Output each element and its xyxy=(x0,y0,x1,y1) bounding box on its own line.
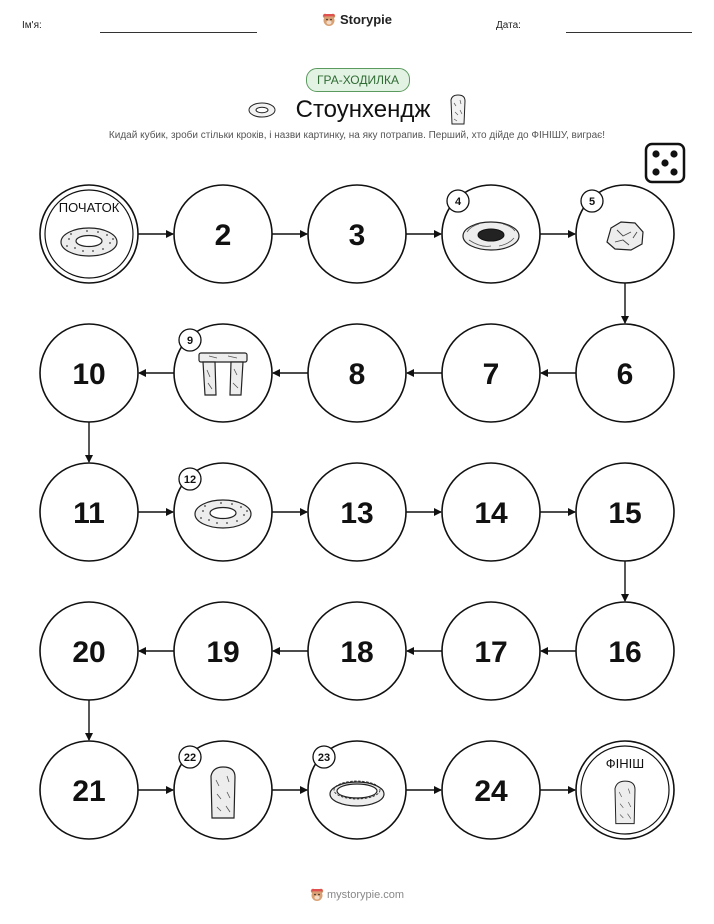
board-cell xyxy=(174,185,272,283)
cell-number: 15 xyxy=(608,497,642,530)
board-cell xyxy=(174,463,272,561)
board-cell xyxy=(174,324,272,422)
finish-label: ФІНІШ xyxy=(605,756,645,771)
cell-number: 7 xyxy=(482,358,500,391)
board-cell xyxy=(576,602,674,700)
date-label: Дата: xyxy=(496,20,521,31)
cell-number: 18 xyxy=(340,636,374,669)
board-cell xyxy=(40,741,138,839)
cell-number: 24 xyxy=(474,775,508,808)
cell-number: 2 xyxy=(214,219,232,252)
cell-number: 6 xyxy=(616,358,634,391)
cell-number: 22 xyxy=(183,752,197,764)
ring-icon xyxy=(195,500,251,528)
cell-number: 23 xyxy=(317,752,331,764)
board-cell xyxy=(308,741,406,839)
cell-number: 10 xyxy=(72,358,106,391)
board-cell xyxy=(308,602,406,700)
hole-icon xyxy=(463,222,519,250)
bear-icon xyxy=(310,888,324,902)
board-cell xyxy=(308,463,406,561)
finish-cell xyxy=(576,741,674,839)
board-cell xyxy=(442,741,540,839)
start-label: ПОЧАТОК xyxy=(58,200,120,215)
cell-number: 12 xyxy=(183,474,197,486)
brand-name: Storypie xyxy=(339,12,392,27)
cell-number: 13 xyxy=(340,497,374,530)
cell-number: 19 xyxy=(206,636,240,669)
instructions-text: Кидай кубик, зроби стільки кроків, і назви картинку, на яку потрапив. Перший, хто дійде до ФІНІШУ, виграє! xyxy=(108,130,606,141)
name-label: Ім'я: xyxy=(22,20,42,31)
page-title: Стоунхендж xyxy=(295,96,431,123)
board-cell xyxy=(576,324,674,422)
standing-stone-icon xyxy=(615,781,635,824)
cell-number: 9 xyxy=(186,335,194,347)
cell-number: 8 xyxy=(348,358,366,391)
board-cell xyxy=(442,185,540,283)
ring-icon xyxy=(61,228,117,256)
footer xyxy=(0,888,714,902)
board-cell xyxy=(308,324,406,422)
start-cell xyxy=(40,185,138,283)
cell-number: 21 xyxy=(72,775,106,808)
board-cell xyxy=(174,741,272,839)
board-cell xyxy=(576,185,674,283)
cell-number: 20 xyxy=(72,636,106,669)
board-cell xyxy=(174,602,272,700)
cell-number: 14 xyxy=(474,497,508,530)
board-cell xyxy=(40,463,138,561)
footer-site: mystorypie.com xyxy=(327,889,405,901)
board-cells xyxy=(40,185,674,839)
board-cell xyxy=(576,463,674,561)
cell-number: 5 xyxy=(588,196,596,208)
board-cell xyxy=(308,185,406,283)
board-cell xyxy=(40,602,138,700)
cell-number: 11 xyxy=(73,497,105,530)
cell-number: 17 xyxy=(474,636,508,669)
board-cell xyxy=(442,324,540,422)
standing-stone-icon xyxy=(211,767,235,818)
board-cell xyxy=(40,324,138,422)
board-cell xyxy=(442,463,540,561)
cell-number: 16 xyxy=(608,636,642,669)
game-type-badge: ГРА-ХОДИЛКА xyxy=(306,68,410,92)
cell-number: 4 xyxy=(454,196,462,208)
board-cell xyxy=(442,602,540,700)
cell-number: 3 xyxy=(348,219,366,252)
